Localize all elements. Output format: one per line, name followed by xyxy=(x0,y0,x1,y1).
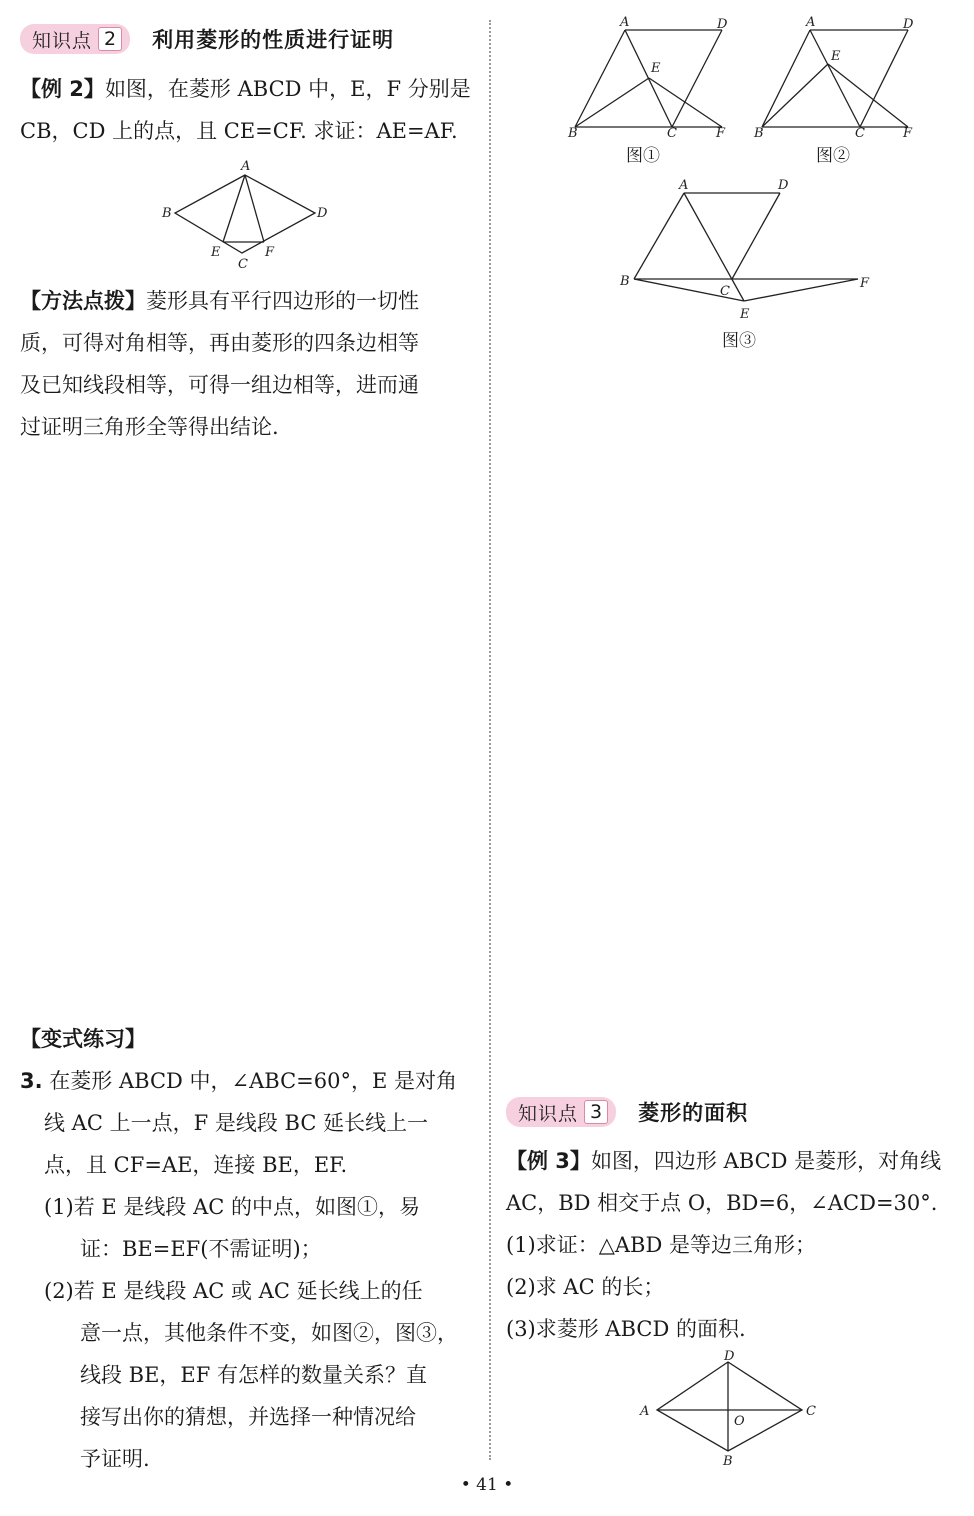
fig1-label-B: B xyxy=(568,126,578,139)
example-2 xyxy=(20,68,480,152)
method-line-2: 质，可得对角相等，再由菱形的四条边相等 xyxy=(20,331,419,355)
fig2-label-F: F xyxy=(903,126,913,139)
knowledge-point-title: 菱形的面积 xyxy=(638,1101,749,1125)
part-1-line-2: 证：BE=EF(不需证明)； xyxy=(80,1237,322,1261)
label-E: E xyxy=(211,245,221,260)
ex3-label-O: O xyxy=(734,1414,745,1429)
fig3-label-B: B xyxy=(620,274,630,289)
fig1-label-A: A xyxy=(620,15,630,30)
knowledge-point-title: 利用菱形的性质进行证明 xyxy=(152,28,395,52)
fig3-label-C: C xyxy=(720,284,730,299)
figure-2-caption: 图② xyxy=(816,146,850,166)
fig2-label-D: D xyxy=(903,17,914,32)
part-2-line-1: (2)若 E 是线段 AC 或 AC 延长线上的任 xyxy=(44,1279,423,1303)
fig2-label-C: C xyxy=(855,126,865,139)
knowledge-point-label: 知识点 xyxy=(32,29,93,52)
example-3-figure xyxy=(630,1348,830,1474)
method-tag: 【方法点拨】 xyxy=(20,289,146,313)
label-B: B xyxy=(162,206,172,221)
fig2-label-E: E xyxy=(831,49,841,64)
example-3-line-2: AC，BD 相交于点 O，BD=6，∠ACD=30°. xyxy=(506,1191,938,1215)
fig1-label-F: F xyxy=(716,126,726,139)
knowledge-point-3-header xyxy=(506,1097,748,1127)
fig3-label-A: A xyxy=(679,178,689,193)
label-A: A xyxy=(241,159,251,174)
column-divider xyxy=(489,20,491,1460)
example-2-line-1: 【例 2】如图，在菱形 ABCD 中，E，F 分别是 xyxy=(20,77,471,101)
fig3-label-D: D xyxy=(778,178,789,193)
fig2-label-A: A xyxy=(806,15,816,30)
variant-tag: 【变式练习】 xyxy=(20,1027,146,1051)
figure-1-caption: 图① xyxy=(626,146,660,166)
rhombus-with-diagonals xyxy=(630,1348,830,1470)
example-3-tag: 【例 3】 xyxy=(506,1149,591,1173)
label-F: F xyxy=(265,245,275,260)
ex3-label-D: D xyxy=(724,1349,735,1364)
fig1-label-D: D xyxy=(717,17,728,32)
label-D: D xyxy=(317,206,328,221)
question-3-line-3: 点，且 CF=AE，连接 BE，EF. xyxy=(44,1153,348,1177)
figure-3-caption: 图③ xyxy=(722,331,756,351)
figure-2 xyxy=(748,14,928,143)
part-2-line-5: 予证明. xyxy=(80,1447,150,1471)
variant-practice xyxy=(20,1018,480,1480)
figure-1-diagram xyxy=(560,14,740,139)
method-line-4: 过证明三角形全等得出结论. xyxy=(20,415,279,439)
part-2-line-2: 意一点，其他条件不变，如图②，图③， xyxy=(80,1321,458,1345)
knowledge-point-label: 知识点 xyxy=(518,1102,579,1125)
ex3-label-C: C xyxy=(806,1404,816,1419)
knowledge-point-badge xyxy=(20,24,130,54)
example-2-figure xyxy=(150,155,340,279)
example-2-line-2: CB，CD 上的点，且 CE=CF. 求证：AE=AF. xyxy=(20,119,458,143)
knowledge-point-2-header xyxy=(20,24,394,54)
figure-1 xyxy=(560,14,740,143)
example-3-question-2: (2)求 AC 的长； xyxy=(506,1275,665,1299)
method-line-1: 【方法点拨】菱形具有平行四边形的一切性 xyxy=(20,289,419,313)
label-C: C xyxy=(238,257,248,272)
method-line-3: 及已知线段相等，可得一组边相等，进而通 xyxy=(20,373,419,397)
page-number: • 41 • xyxy=(460,1475,514,1495)
ex3-label-B: B xyxy=(723,1454,733,1469)
method-tip xyxy=(20,280,480,448)
example-2-tag: 【例 2】 xyxy=(20,77,105,101)
example-3-question-1: (1)求证：△ABD 是等边三角形； xyxy=(506,1233,817,1257)
knowledge-point-number: 3 xyxy=(584,1100,608,1124)
figure-3 xyxy=(612,175,874,327)
fig3-label-E: E xyxy=(740,307,750,322)
figure-3-diagram xyxy=(612,175,874,323)
part-2-line-3: 线段 BE，EF 有怎样的数量关系？直 xyxy=(80,1363,428,1387)
example-3-line-1: 【例 3】如图，四边形 ABCD 是菱形，对角线 xyxy=(506,1149,942,1173)
fig1-label-C: C xyxy=(667,126,677,139)
fig1-label-E: E xyxy=(651,61,661,76)
example-3-question-3: (3)求菱形 ABCD 的面积. xyxy=(506,1317,746,1341)
question-3-line-1: 3. 在菱形 ABCD 中，∠ABC=60°，E 是对角 xyxy=(20,1069,457,1093)
part-1-line-1: (1)若 E 是线段 AC 的中点，如图①，易 xyxy=(44,1195,421,1219)
fig2-label-B: B xyxy=(754,126,764,139)
fig3-label-F: F xyxy=(860,276,870,291)
question-3-line-2: 线 AC 上一点，F 是线段 BC 延长线上一 xyxy=(44,1111,429,1135)
rhombus-figure xyxy=(150,155,340,275)
ex3-label-A: A xyxy=(640,1404,650,1419)
figure-2-diagram xyxy=(748,14,928,139)
question-number: 3. xyxy=(20,1069,43,1093)
knowledge-point-badge xyxy=(506,1097,616,1127)
part-2-line-4: 接写出你的猜想，并选择一种情况给 xyxy=(80,1405,416,1429)
example-3 xyxy=(506,1140,966,1350)
knowledge-point-number: 2 xyxy=(98,27,122,51)
